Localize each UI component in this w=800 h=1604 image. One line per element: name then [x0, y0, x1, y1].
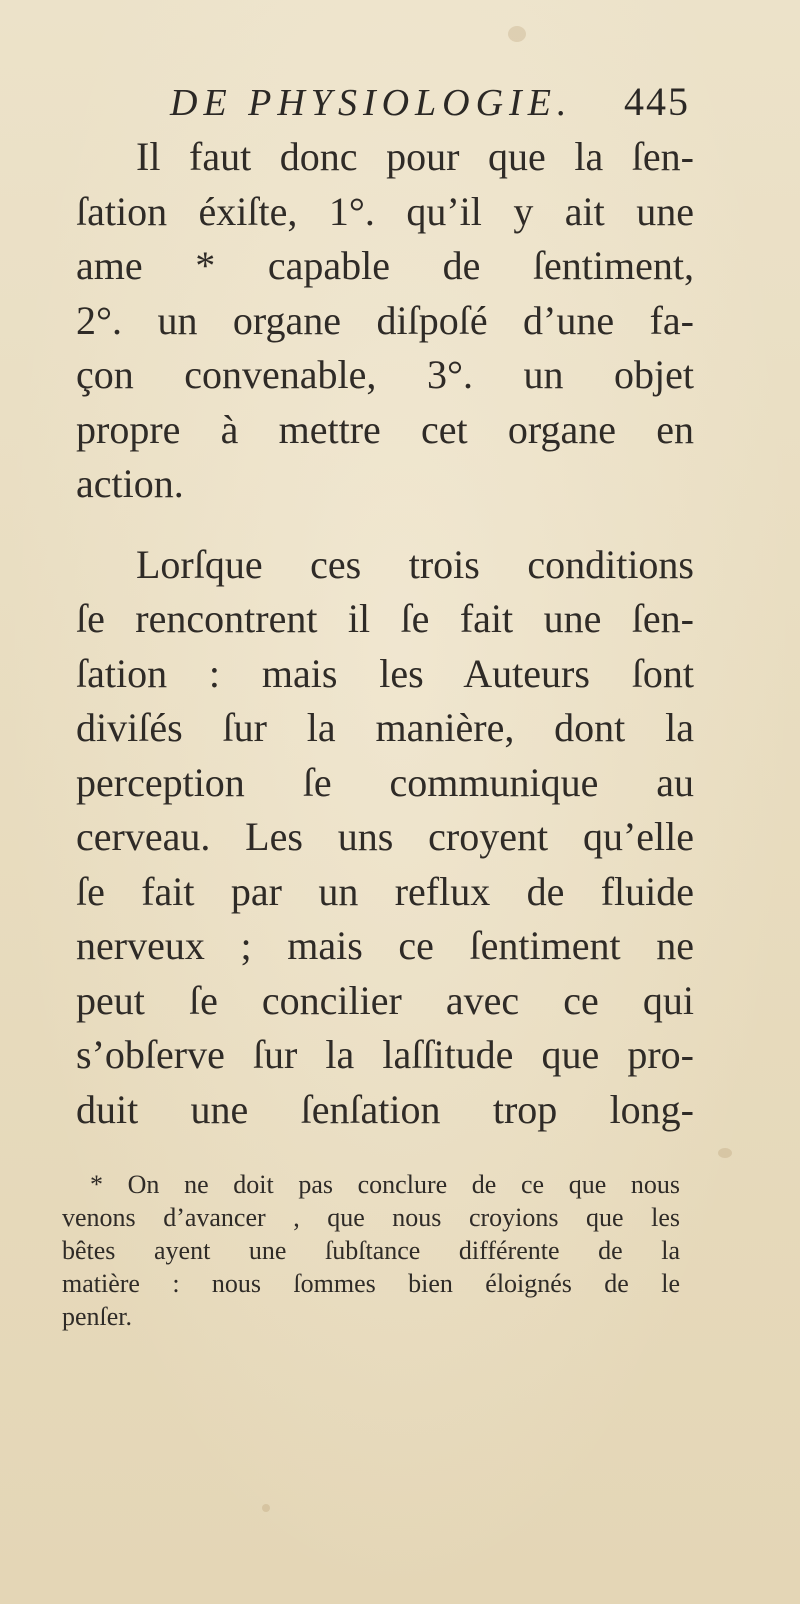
footnote-line: venons d’avancer , que nous croyions que les — [62, 1203, 680, 1232]
text-line: 2°. un organe diſpoſé d’une fa- — [76, 297, 694, 343]
page-number: 445 — [624, 79, 690, 124]
paragraph-1 — [76, 130, 694, 512]
text-line: propre à mettre cet organe en — [76, 406, 694, 452]
footnote-line: matière : nous ſommes bien éloignés de le — [62, 1269, 680, 1298]
text-line: ame * capable de ſentiment, — [76, 243, 694, 288]
text-line: diviſés ſur la manière, dont la — [76, 705, 694, 750]
text-line: duit une ſenſation trop long- — [76, 1086, 694, 1132]
text-line: perception ſe communique au — [76, 759, 694, 805]
paper-foxing-spot — [262, 1504, 270, 1512]
footnote-line: * On ne doit pas conclure de ce que nous — [90, 1170, 680, 1199]
text-line: ſation éxiſte, 1°. qu’il y ait une — [76, 188, 694, 234]
text-line: peut ſe concilier avec ce qui — [76, 977, 694, 1023]
text-line: cerveau. Les uns croyent qu’elle — [76, 814, 694, 859]
paper-foxing-spot — [718, 1148, 732, 1158]
text-line: nerveux ; mais ce ſentiment ne — [76, 923, 694, 968]
text-line: Lorſque ces trois conditions — [136, 541, 694, 587]
paper-foxing-spot — [508, 26, 526, 42]
main-text — [76, 130, 694, 1137]
running-head — [170, 78, 690, 138]
text-line: ſation : mais les Auteurs ſont — [76, 650, 694, 696]
text-line: action. — [76, 461, 184, 506]
text-line: s’obſerve ſur la laſſitude que pro- — [76, 1032, 694, 1077]
footnote-line: bêtes ayent une ſubſtance différente de la — [62, 1236, 680, 1265]
text-line: Il faut donc pour que la ſen- — [136, 134, 694, 179]
footnote-line: penſer. — [62, 1302, 133, 1331]
footnote — [62, 1168, 680, 1333]
text-line: ſe fait par un reflux de fluide — [76, 868, 694, 914]
text-line: ſe rencontrent il ſe fait une ſen- — [76, 596, 694, 641]
running-head-title: DE PHYSIOLOGIE. — [170, 82, 573, 124]
paragraph-gap — [76, 512, 694, 538]
paragraph-2 — [76, 538, 694, 1138]
text-line: çon convenable, 3°. un objet — [76, 352, 694, 397]
